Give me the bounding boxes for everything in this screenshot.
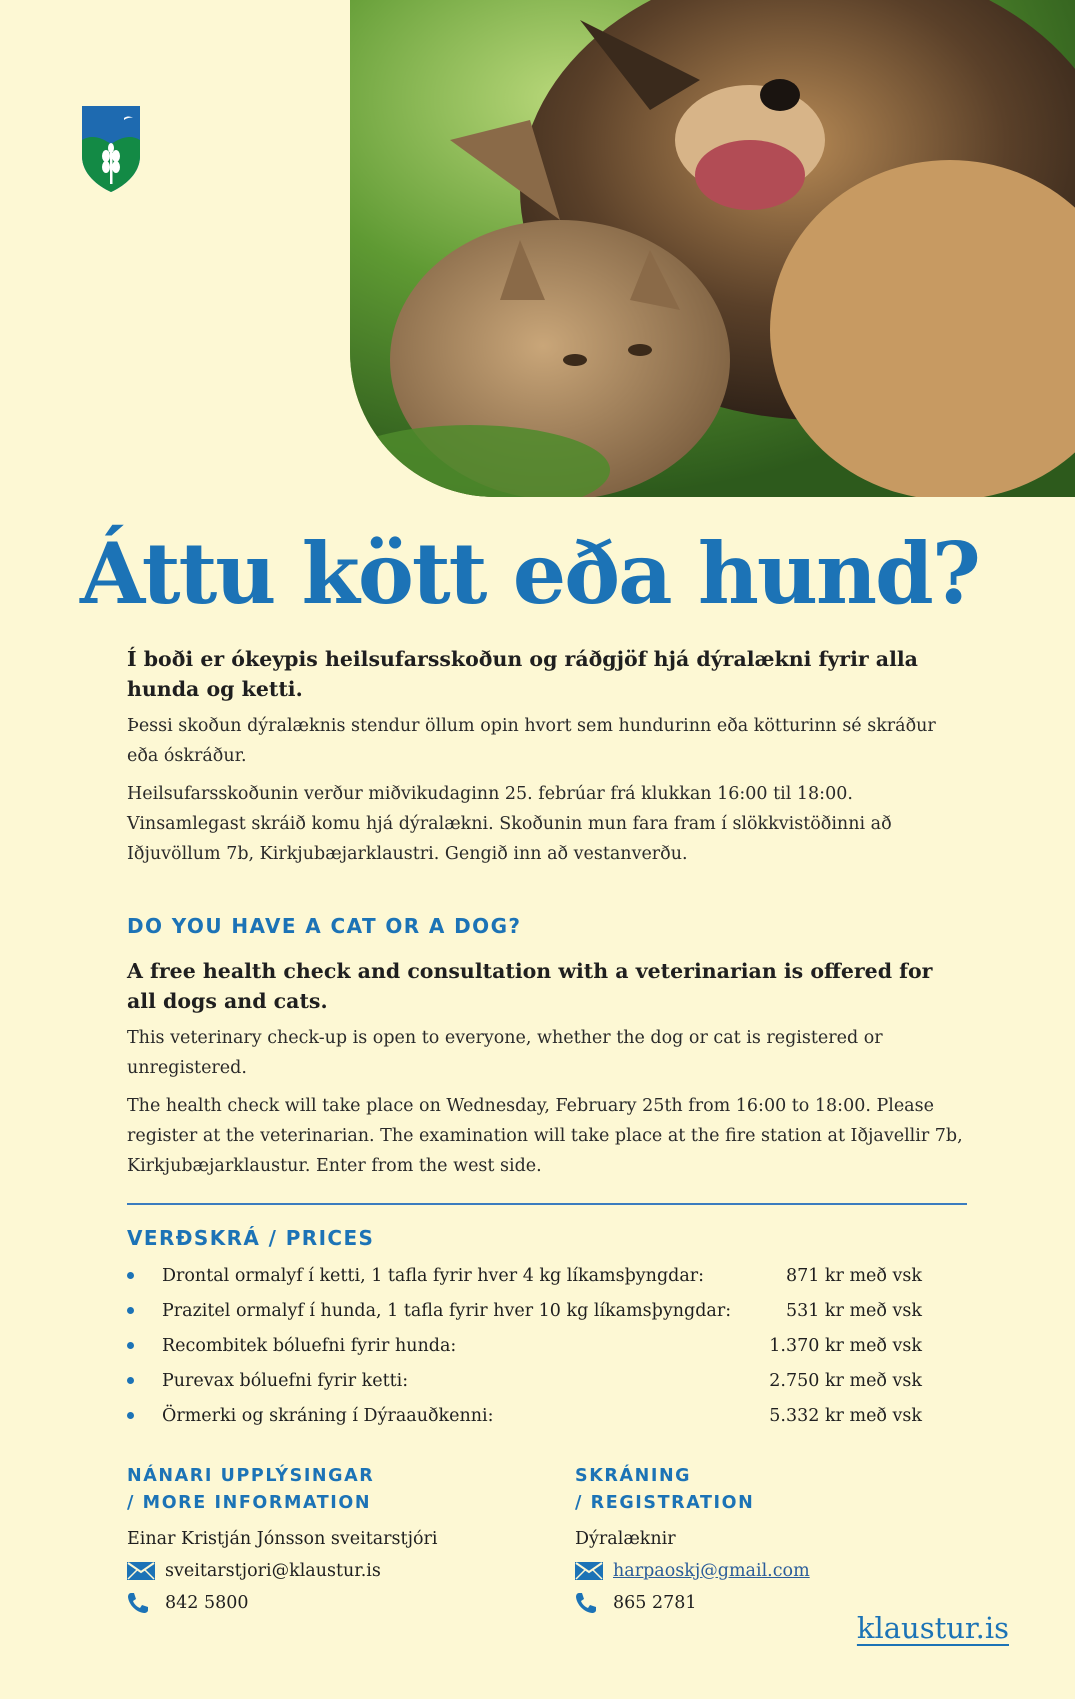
price-item-label: Purevax bóluefni fyrir ketti:: [162, 1370, 409, 1391]
page-title: Áttu kött eða hund?: [80, 524, 980, 623]
info-heading-line-1: NÁNARI UPPLÝSINGAR: [127, 1466, 375, 1486]
registration-email-link[interactable]: harpaoskj@gmail.com: [613, 1561, 810, 1581]
english-heading: DO YOU HAVE A CAT OR A DOG?: [127, 914, 522, 938]
municipality-shield-icon: [80, 104, 142, 194]
website-link[interactable]: klaustur.is: [856, 1611, 1009, 1645]
info-heading-line-2: / MORE INFORMATION: [127, 1493, 372, 1513]
envelope-icon: [575, 1562, 605, 1580]
english-lead: A free health check and consultation with a veterinarian is offered for all dogs and cats.: [127, 959, 933, 1013]
bullet-icon: [127, 1307, 134, 1314]
english-paragraph-1: This veterinary check-up is open to everyone, whether the dog or cat is registered or unregistered.: [127, 1028, 883, 1078]
bullet-icon: [127, 1342, 134, 1349]
phone-icon: [575, 1592, 605, 1614]
bullet-icon: [127, 1412, 134, 1419]
price-list: [127, 1258, 922, 1433]
price-item: [127, 1293, 922, 1328]
section-divider: [127, 1203, 967, 1205]
bullet-icon: [127, 1272, 134, 1279]
envelope-icon: [127, 1562, 157, 1580]
price-item: [127, 1398, 922, 1433]
registration-email-row: [575, 1555, 975, 1587]
icelandic-lead: Í boði er ókeypis heilsufarsskoðun og ráðgjöf hjá dýralækni fyrir alla hunda og ketti.: [127, 647, 918, 701]
price-item: [127, 1363, 922, 1398]
info-email-row: [127, 1555, 527, 1587]
cat-and-dog-photo: [350, 0, 1075, 497]
hero-photo: [350, 0, 1075, 497]
bullet-icon: [127, 1377, 134, 1384]
price-item-label: Prazitel ormalyf í hunda, 1 tafla fyrir hver 10 kg líkamsþyngdar:: [162, 1300, 732, 1321]
icelandic-paragraph-1: Þessi skoðun dýralæknis stendur öllum opin hvort sem hundurinn eða kötturinn sé skráður eða óskráður.: [127, 716, 936, 766]
price-item: [127, 1328, 922, 1363]
registration-heading-line-2: / REGISTRATION: [575, 1493, 755, 1513]
price-item-value: 5.332 kr með vsk: [769, 1405, 922, 1426]
english-paragraph-2: The health check will take place on Wednesday, February 25th from 16:00 to 18:00. Please register at the veterinarian. The examination will take place at the fire station at Iðjavellir 7b, Kirkjubæjarklaustur. Enter from the west side.: [127, 1096, 963, 1176]
price-item-label: Recombitek bóluefni fyrir hunda:: [162, 1335, 457, 1356]
info-phone-row: [127, 1587, 527, 1619]
more-information-column: [127, 1463, 527, 1619]
icelandic-section: [127, 644, 967, 869]
price-item-value: 2.750 kr með vsk: [769, 1370, 922, 1391]
registration-contact-name: Dýralæknir: [575, 1529, 676, 1549]
price-item-value: 531 kr með vsk: [785, 1300, 922, 1321]
registration-heading-line-1: SKRÁNING: [575, 1466, 692, 1486]
price-item-value: 871 kr með vsk: [785, 1265, 922, 1286]
price-item-value: 1.370 kr með vsk: [769, 1335, 922, 1356]
registration-phone[interactable]: 865 2781: [613, 1593, 697, 1613]
phone-icon: [127, 1592, 157, 1614]
info-email[interactable]: sveitarstjori@klaustur.is: [165, 1561, 381, 1581]
english-section: [127, 914, 967, 1181]
price-item: [127, 1258, 922, 1293]
icelandic-paragraph-2: Heilsufarsskoðunin verður miðvikudaginn 25. febrúar frá klukkan 16:00 til 18:00. Vinsamlegast skráið komu hjá dýralækni. Skoðunin mun fara fram í slökkvistöðinni að Iðjuvöllum 7b, Kirkjubæjarklaustri. Gengið inn að vestanverðu.: [127, 784, 892, 864]
prices-heading: VERÐSKRÁ / PRICES: [127, 1226, 375, 1250]
info-phone[interactable]: 842 5800: [165, 1593, 249, 1613]
registration-column: [575, 1463, 975, 1619]
price-item-label: Drontal ormalyf í ketti, 1 tafla fyrir hver 4 kg líkamsþyngdar:: [162, 1265, 705, 1286]
price-item-label: Örmerki og skráning í Dýraauðkenni:: [162, 1405, 494, 1426]
info-contact-name: Einar Kristján Jónsson sveitarstjóri: [127, 1529, 438, 1549]
